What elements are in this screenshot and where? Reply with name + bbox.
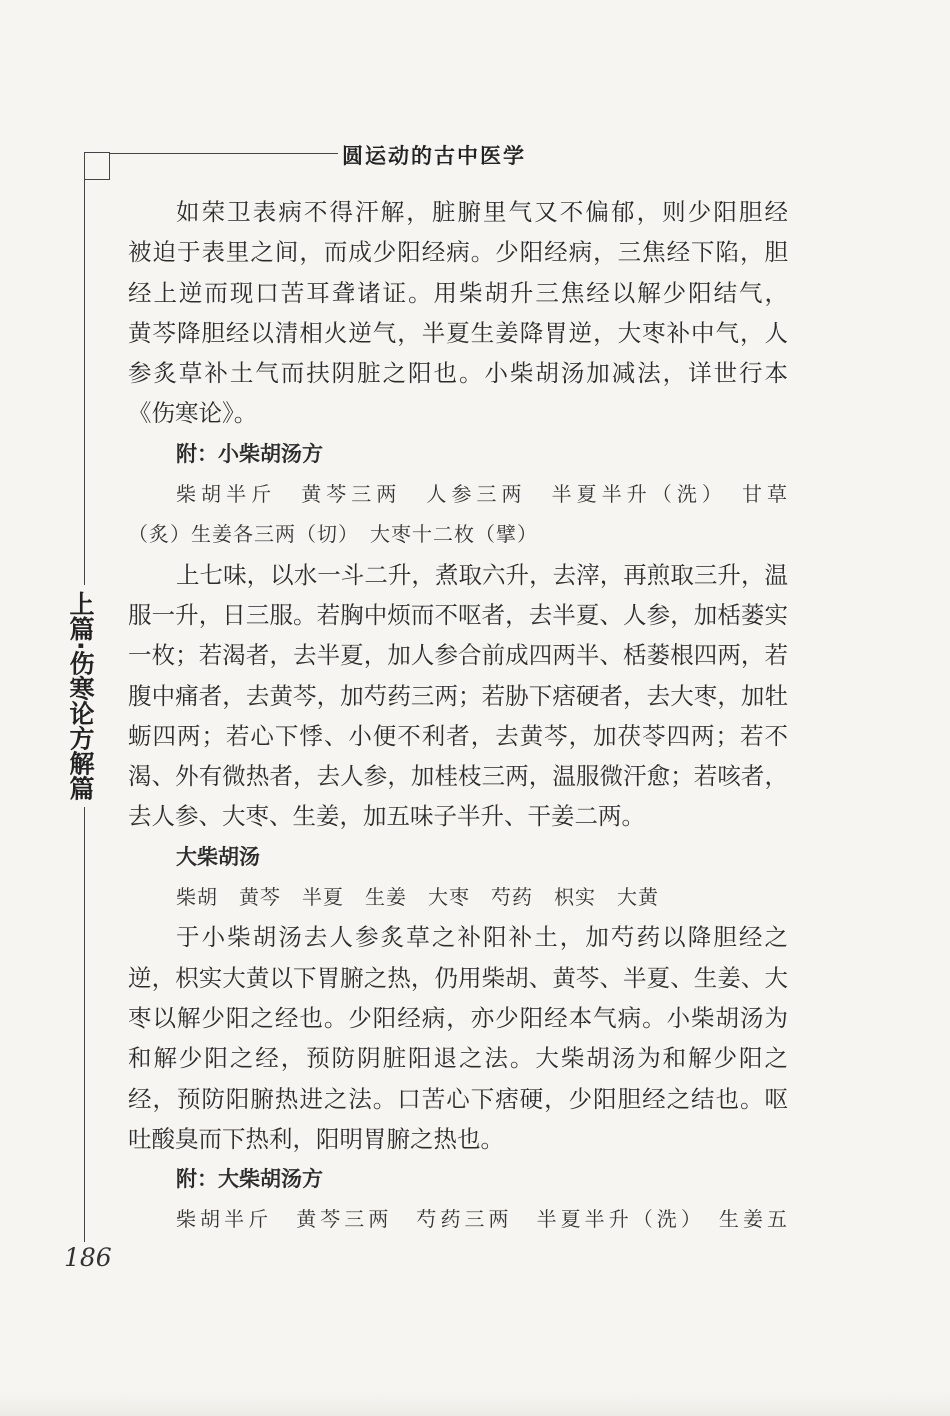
text-line: 上七味，以水一斗二升，煮取六升，去滓，再煎取三升，温: [176, 560, 788, 589]
text-line: 被迫于表里之间，而成少阳经病。少阳经病，三焦经下陷，胆: [128, 238, 788, 267]
formula-line: （炙）生姜各三两（切） 大枣十二枚（擘）: [128, 522, 538, 547]
text-line: 《伤寒论》。: [128, 399, 258, 428]
formula-line: 柴胡半斤 黄芩三两 芍药三两 半夏半升（洗） 生姜五: [176, 1207, 788, 1232]
header-corner-box: [84, 152, 110, 180]
subheading-da-chaihu: 大柴胡汤: [176, 844, 260, 869]
text-line: 一枚；若渴者，去半夏，加人参合前成四两半、栝蒌根四两，若: [128, 641, 788, 670]
subheading-xiao-chaihu-formula: 附：小柴胡汤方: [176, 441, 323, 466]
text-line: 如荣卫表病不得汗解，脏腑里气又不偏郁，则少阳胆经: [176, 198, 788, 226]
text-line: 逆，枳实大黄以下胃腑之热，仍用柴胡、黄芩、半夏、生姜、大: [128, 963, 788, 992]
page-edge-shadow: [0, 1392, 950, 1416]
formula-line: 柴胡 黄芩 半夏 生姜 大枣 芍药 枳实 大黄: [176, 885, 659, 910]
text-line: 吐酸臭而下热利，阳明胃腑之热也。: [128, 1124, 504, 1153]
text-line: 蛎四两；若心下悸、小便不利者，去黄芩，加茯苓四两；若不: [128, 721, 788, 750]
text-line: 经，预防阳腑热进之法。口苦心下痞硬，少阳胆经之结也。呕: [128, 1084, 788, 1113]
text-line: 参炙草补土气而扶阴脏之阳也。小柴胡汤加减法，详世行本: [128, 359, 788, 388]
running-header-title: 圆运动的古中医学: [342, 144, 526, 168]
text-line: 枣以解少阳之经也。少阳经病，亦少阳经本气病。小柴胡汤为: [128, 1003, 788, 1032]
text-line: 渴、外有微热者，去人参，加桂枝三两，温服微汗愈；若咳者，: [128, 762, 788, 791]
page-number: 186: [64, 1243, 112, 1272]
text-line: 经上逆而现口苦耳聋诸证。用柴胡升三焦经以解少阳结气，: [128, 278, 788, 307]
subheading-da-chaihu-formula: 附：大柴胡汤方: [176, 1167, 323, 1192]
formula-line: 柴胡半斤 黄芩三两 人参三两 半夏半升（洗） 甘草: [176, 482, 788, 507]
header-rule: [110, 153, 338, 154]
text-line: 去人参、大枣、生姜，加五味子半升、干姜二两。: [128, 802, 645, 831]
text-line: 于小柴胡汤去人参炙草之补阳补土，加芍药以降胆经之: [176, 923, 788, 952]
body-text: [128, 192, 788, 1240]
side-section-title: 上篇·伤寒论方解篇: [66, 585, 96, 807]
text-line: 黄芩降胆经以清相火逆气，半夏生姜降胃逆，大枣补中气，人: [128, 318, 788, 347]
text-line: 服一升，日三服。若胸中烦而不呕者，去半夏、人参，加栝蒌实: [128, 600, 788, 629]
text-line: 和解少阳之经，预防阴脏阳退之法。大柴胡汤为和解少阳之: [128, 1044, 788, 1073]
text-line: 腹中痛者，去黄芩，加芍药三两；若胁下痞硬者，去大枣，加牡: [128, 681, 788, 710]
